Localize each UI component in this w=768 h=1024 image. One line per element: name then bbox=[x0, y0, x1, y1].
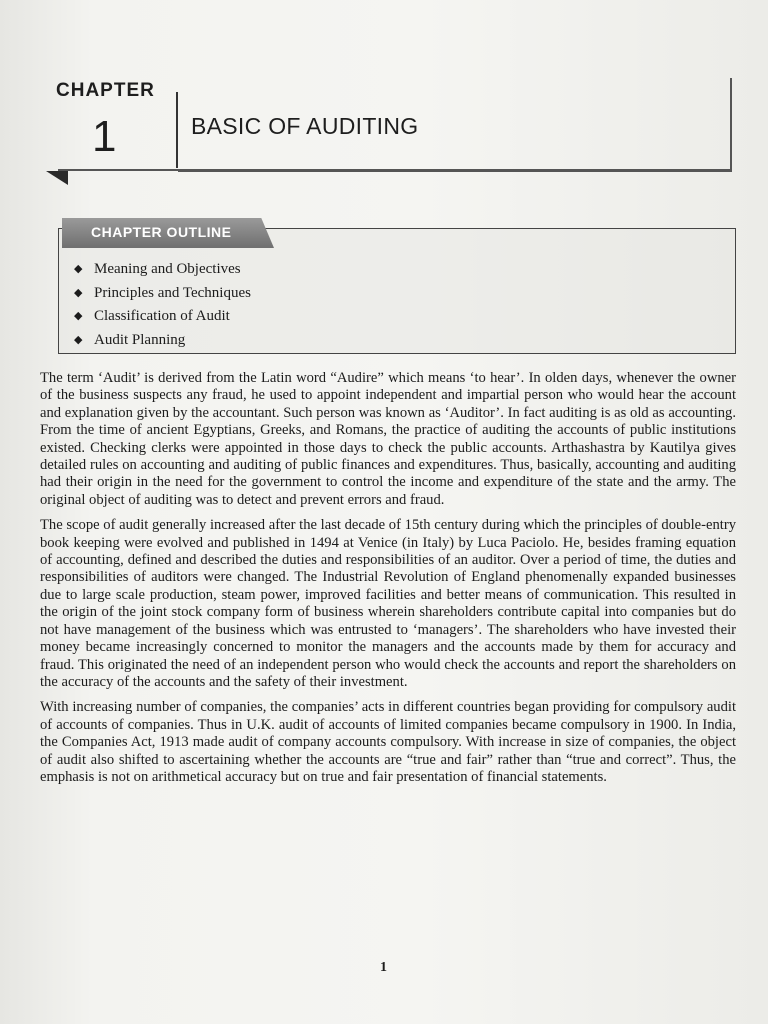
outline-item-label: Audit Planning bbox=[94, 331, 186, 348]
diamond-bullet-icon: ◆ bbox=[74, 286, 83, 299]
outline-item bbox=[74, 282, 251, 306]
diamond-bullet-icon: ◆ bbox=[74, 333, 83, 346]
outline-item bbox=[74, 329, 251, 353]
chapter-number: 1 bbox=[92, 112, 117, 161]
chapter-header-divider bbox=[176, 92, 178, 168]
outline-item-label: Principles and Techniques bbox=[94, 284, 251, 301]
chapter-label: CHAPTER bbox=[56, 80, 155, 101]
outline-item-label: Meaning and Objectives bbox=[94, 261, 241, 277]
body-paragraph: With increasing number of companies, the companies’ acts in different countries began providing for compulsory audit of accounts of companies. Thus in U.K. audit of accounts of limited companies became compulsory in 1900. In India, the Companies Act, 1913 made audit of company accounts compulsory. With increase in size of companies, the object of audit also shifted to ascertaining whether the accounts are “true and fair” rather than “true and correct”. Thus, the emphasis is not on arithmetical accuracy but on true and fair presentation of financial statements. bbox=[40, 699, 736, 785]
body-paragraph: The scope of audit generally increased after the last decade of 15th century during which the principles of double-entry book keeping were evolved and published in 1494 at Venice (in Italy) by Luca Paciolo. He, besides framing equation of accounting, defined and described the duties and responsibilities of an auditor. Over a period of time, the duties and responsibilities of auditors were changed. The Industrial Revolution of England phenomenally expanded businesses due to large scale production, steam power, improved facilities and better means of communication. This resulted in the origin of the joint stock company form of business wherein shareholders contribute capital into companies but do not have management of the business which was entrusted to ‘managers’. The shareholders who have invested their money became increasingly concerned to monitor the managers and the accounts made by them for accuracy and fraud. This originated the need of an independent person who would check the accounts and report the shareholders on the accuracy of the accounts and the safety of their investment. bbox=[40, 517, 736, 690]
outline-item bbox=[74, 258, 251, 282]
header-underline bbox=[58, 169, 730, 171]
chapter-outline-label: CHAPTER OUTLINE bbox=[91, 224, 232, 240]
body-paragraph: The term ‘Audit’ is derived from the Latin word “Audire” which means ‘to hear’. In olden days, whenever the owner of the business suspects any fraud, he used to appoint independent and impartial person who would hear the account and explanation given by the accountant. Such person was known as ‘Auditor’. In fact auditing is as old as accounting. From the time of ancient Egyptians, Greeks, and Romans, the practice of auditing the accounts of public institutions existed. Checking clerks were appointed in those days to check the public accounts. Arthashastra by Kautilya gives detailed rules on accounting and auditing of public finances and expenditures. Thus, basically, accounting and auditing had their origin in the need for the government to control the income and expenditure of the state and the army. The original object of auditing was to detect and prevent errors and fraud. bbox=[40, 370, 736, 508]
chapter-body bbox=[40, 370, 736, 794]
outline-item-label: Classification of Audit bbox=[94, 308, 230, 324]
chapter-outline-list bbox=[74, 258, 251, 352]
page-number: 1 bbox=[380, 960, 387, 975]
corner-triangle-icon bbox=[46, 171, 68, 185]
diamond-bullet-icon: ◆ bbox=[74, 263, 83, 275]
chapter-title: BASIC OF AUDITING bbox=[191, 113, 419, 139]
diamond-bullet-icon: ◆ bbox=[74, 310, 83, 322]
outline-item bbox=[74, 305, 251, 329]
